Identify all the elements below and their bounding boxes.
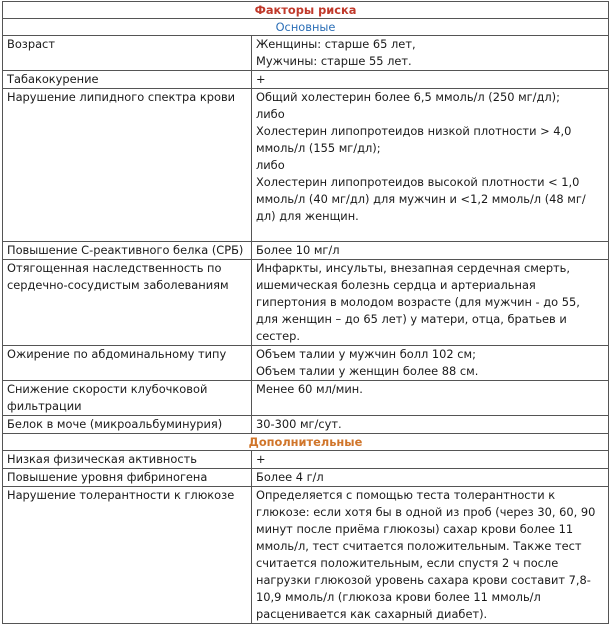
factor-cell: Снижение скорости клубочковой фильтрации: [3, 381, 252, 416]
value-cell: Более 10 мг/л: [252, 242, 609, 260]
factor-cell: Ожирение по абдоминальному типу: [3, 346, 252, 381]
value-cell: Женщины: старше 65 лет, Мужчины: старше 55 лет.: [252, 36, 609, 71]
table-row: [3, 451, 609, 469]
factor-cell: Белок в моче (микроальбуминурия): [3, 416, 252, 434]
factor-cell: Возраст: [3, 36, 252, 71]
table-row: [3, 36, 609, 71]
factor-cell: Повышение С-реактивного белка (СРБ): [3, 242, 252, 260]
table-row: [3, 89, 609, 242]
factor-cell: Низкая физическая активность: [3, 451, 252, 469]
value-cell: Определяется с помощью теста толерантности к глюкозе: если хотя бы в одной из проб (через 30, 60, 90 минут после приёма глюкозы) сахар крови более 11 ммоль/л, тест считается положительным. Также тест считается положительным, если спустя 2 ч после нагрузки глюкозой уровень сахара крови составит 7,8-10,9 ммоль/л (глюкоза крови более 11 ммоль/л расценивается как сахарный диабет).: [252, 487, 609, 624]
value-cell: +: [252, 71, 609, 89]
section-heading-main: Основные: [3, 19, 609, 36]
factor-cell: Нарушение толерантности к глюкозе: [3, 487, 252, 624]
table-row: [3, 487, 609, 624]
factor-cell: Табакокурение: [3, 71, 252, 89]
table-row: [3, 416, 609, 434]
factor-cell: Повышение уровня фибриногена: [3, 469, 252, 487]
factor-cell: Отягощенная наследственность по сердечно-сосудистым заболеваниям: [3, 260, 252, 346]
table-row: [3, 469, 609, 487]
value-cell: +: [252, 451, 609, 469]
section-heading-additional: Дополнительные: [3, 434, 609, 451]
value-cell: Общий холестерин более 6,5 ммоль/л (250 мг/дл); либо Холестерин липопротеидов низкой плотности > 4,0 ммоль/л (155 мг/дл); либо Холестерин липопротеидов высокой плотности < 1,0 ммоль/л (40 мг/дл) для мужчин и <1,2 ммоль/л (48 мг/дл) для женщин.: [252, 89, 609, 242]
section-row-additional: [3, 434, 609, 451]
value-cell: Более 4 г/л: [252, 469, 609, 487]
table-row: [3, 260, 609, 346]
factor-cell: Нарушение липидного спектра крови: [3, 89, 252, 242]
table-row: [3, 346, 609, 381]
value-cell: Объем талии у мужчин болл 102 см; Объем талии у женщин более 88 см.: [252, 346, 609, 381]
table-row: [3, 71, 609, 89]
table-row: [3, 242, 609, 260]
value-cell: Менее 60 мл/мин.: [252, 381, 609, 416]
title-row: [3, 2, 609, 19]
table-title: Факторы риска: [3, 2, 609, 19]
value-cell: 30-300 мг/сут.: [252, 416, 609, 434]
risk-factors-table: [2, 1, 609, 624]
value-cell: Инфаркты, инсульты, внезапная сердечная смерть, ишемическая болезнь сердца и артериальная гипертония в молодом возрасте (для мужчин - до 55, для женщин – до 65 лет) у матери, отца, братьев и сестер.: [252, 260, 609, 346]
table-row: [3, 381, 609, 416]
section-row-main: [3, 19, 609, 36]
